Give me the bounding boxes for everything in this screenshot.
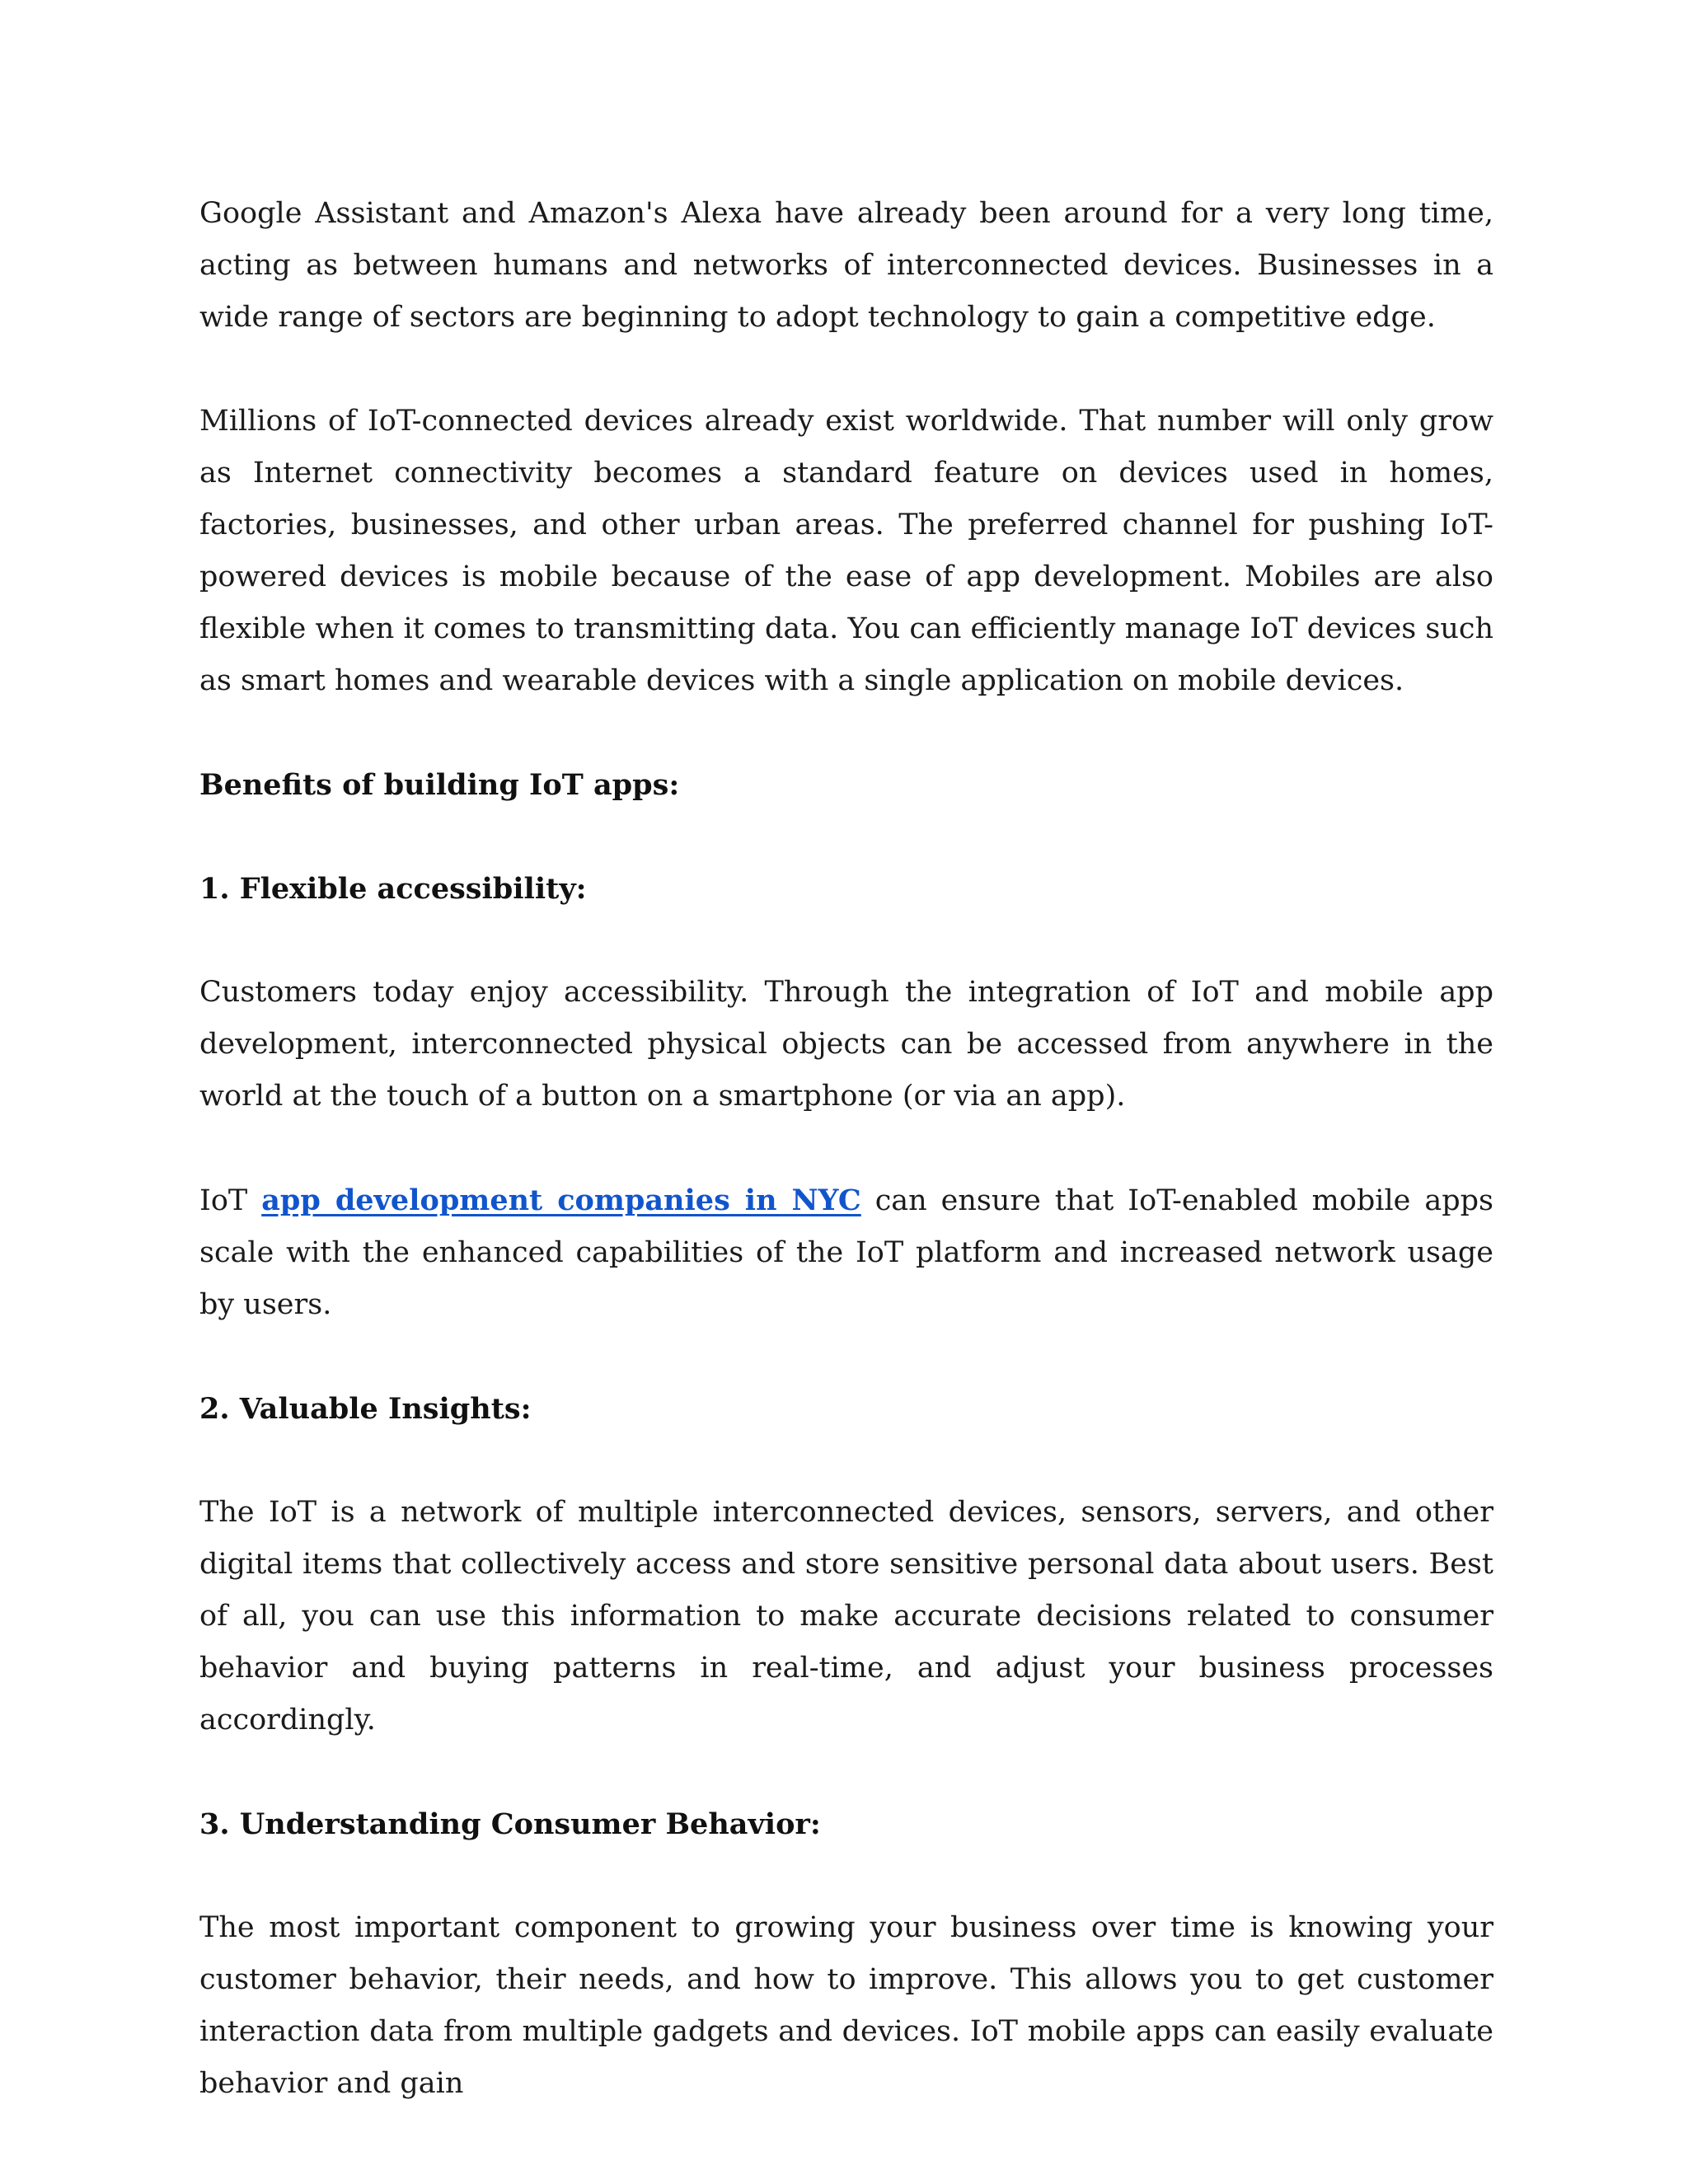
paragraph-voice-assistants: Google Assistant and Amazon's Alexa have already been around for a very long time, acting as between humans and networks of interconnected devices. Businesses in a wide range of sectors are beginning to adopt technology to gain a competitive edge. [199,197,1493,334]
heading-consumer-behavior: 3. Understanding Consumer Behavior: [199,1807,821,1841]
heading-valuable-insights: 2. Valuable Insights: [199,1392,532,1426]
document-body [199,188,1493,2110]
app-development-companies-link[interactable]: app development companies in NYC [261,1183,861,1217]
paragraph-insights: The IoT is a network of multiple interconnected devices, sensors, servers, and other digital items that collectively access and store sensitive personal data about users. Best of all, you can use this information to make accurate decisions related to consumer behavior and buying patterns in real-time, and adjust your business processes accordingly. [199,1496,1493,1736]
paragraph-app-companies [199,1174,1493,1331]
heading-benefits: Benefits of building IoT apps: [199,768,680,802]
heading-flexible-accessibility: 1. Flexible accessibility: [199,872,587,906]
paragraph-consumer-behavior: The most important component to growing your business over time is knowing your customer behavior, their needs, and how to improve. This allows you to get customer interaction data from multiple gadgets and devices. IoT mobile apps can easily evaluate behavior and gain [199,1911,1493,2100]
paragraph-app-companies-suffix: can ensure that IoT-enabled mobile apps scale with the enhanced capabilities of the IoT platform and increased network usage by users. [199,1184,1493,1321]
paragraph-app-companies-prefix: IoT [199,1184,262,1217]
paragraph-accessibility: Customers today enjoy accessibility. Through the integration of IoT and mobile app development, interconnected physical objects can be accessed from anywhere in the world at the touch of a button on a smartphone (or via an app). [199,976,1493,1113]
paragraph-iot-devices: Millions of IoT-connected devices already exist worldwide. That number will only grow as Internet connectivity becomes a standard feature on devices used in homes, factories, businesses, and other urban areas. The preferred channel for pushing IoT-powered devices is mobile because of the ease of app development. Mobiles are also flexible when it comes to transmitting data. You can efficiently manage IoT devices such as smart homes and wearable devices with a single application on mobile devices. [199,405,1493,697]
